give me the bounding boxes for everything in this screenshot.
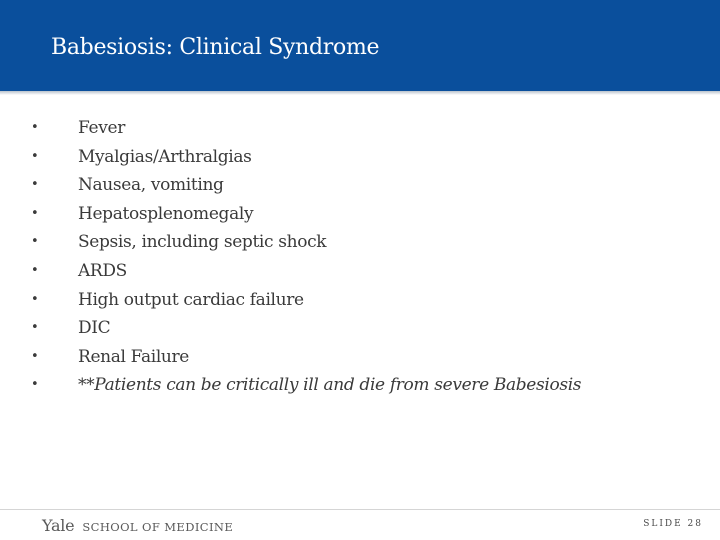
logo-yale-text: Yale [42, 516, 75, 535]
bullet-icon: • [31, 148, 39, 164]
bullet-text: Nausea, vomiting [78, 175, 224, 196]
bullet-text: ARDS [78, 260, 127, 281]
bullet-icon: • [31, 205, 39, 221]
bullet-icon: • [31, 177, 39, 193]
bullet-text: Hepatosplenomegaly [78, 203, 254, 224]
logo-school-text: SCHOOL OF MEDICINE [82, 520, 234, 534]
bullet-icon: • [31, 262, 39, 278]
bullet-text: Fever [78, 118, 125, 138]
bullet-text: Sepsis, including septic shock [78, 232, 327, 253]
slide-header [0, 0, 720, 91]
bullet-icon: • [31, 120, 39, 135]
bullet-icon: • [31, 377, 39, 393]
footer-divider [0, 509, 720, 510]
bullet-icon: • [31, 320, 39, 336]
yale-school-of-medicine-logo [42, 516, 233, 535]
bullet-text: DIC [78, 318, 111, 339]
bullet-icon: • [31, 234, 39, 250]
slide-number: SLIDE 28 [643, 519, 703, 529]
bullet-text: High output cardiac failure [78, 289, 304, 310]
bullet-icon: • [31, 348, 39, 364]
bullet-text: Myalgias/Arthralgias [78, 146, 252, 167]
bullet-text: Renal Failure [78, 346, 190, 367]
bullet-icon: • [31, 291, 39, 307]
slide-title: Babesiosis: Clinical Syndrome [51, 35, 380, 60]
bullet-text: **Patients can be critically ill and die from severe Babesiosis [78, 375, 582, 396]
header-shadow [0, 91, 720, 95]
